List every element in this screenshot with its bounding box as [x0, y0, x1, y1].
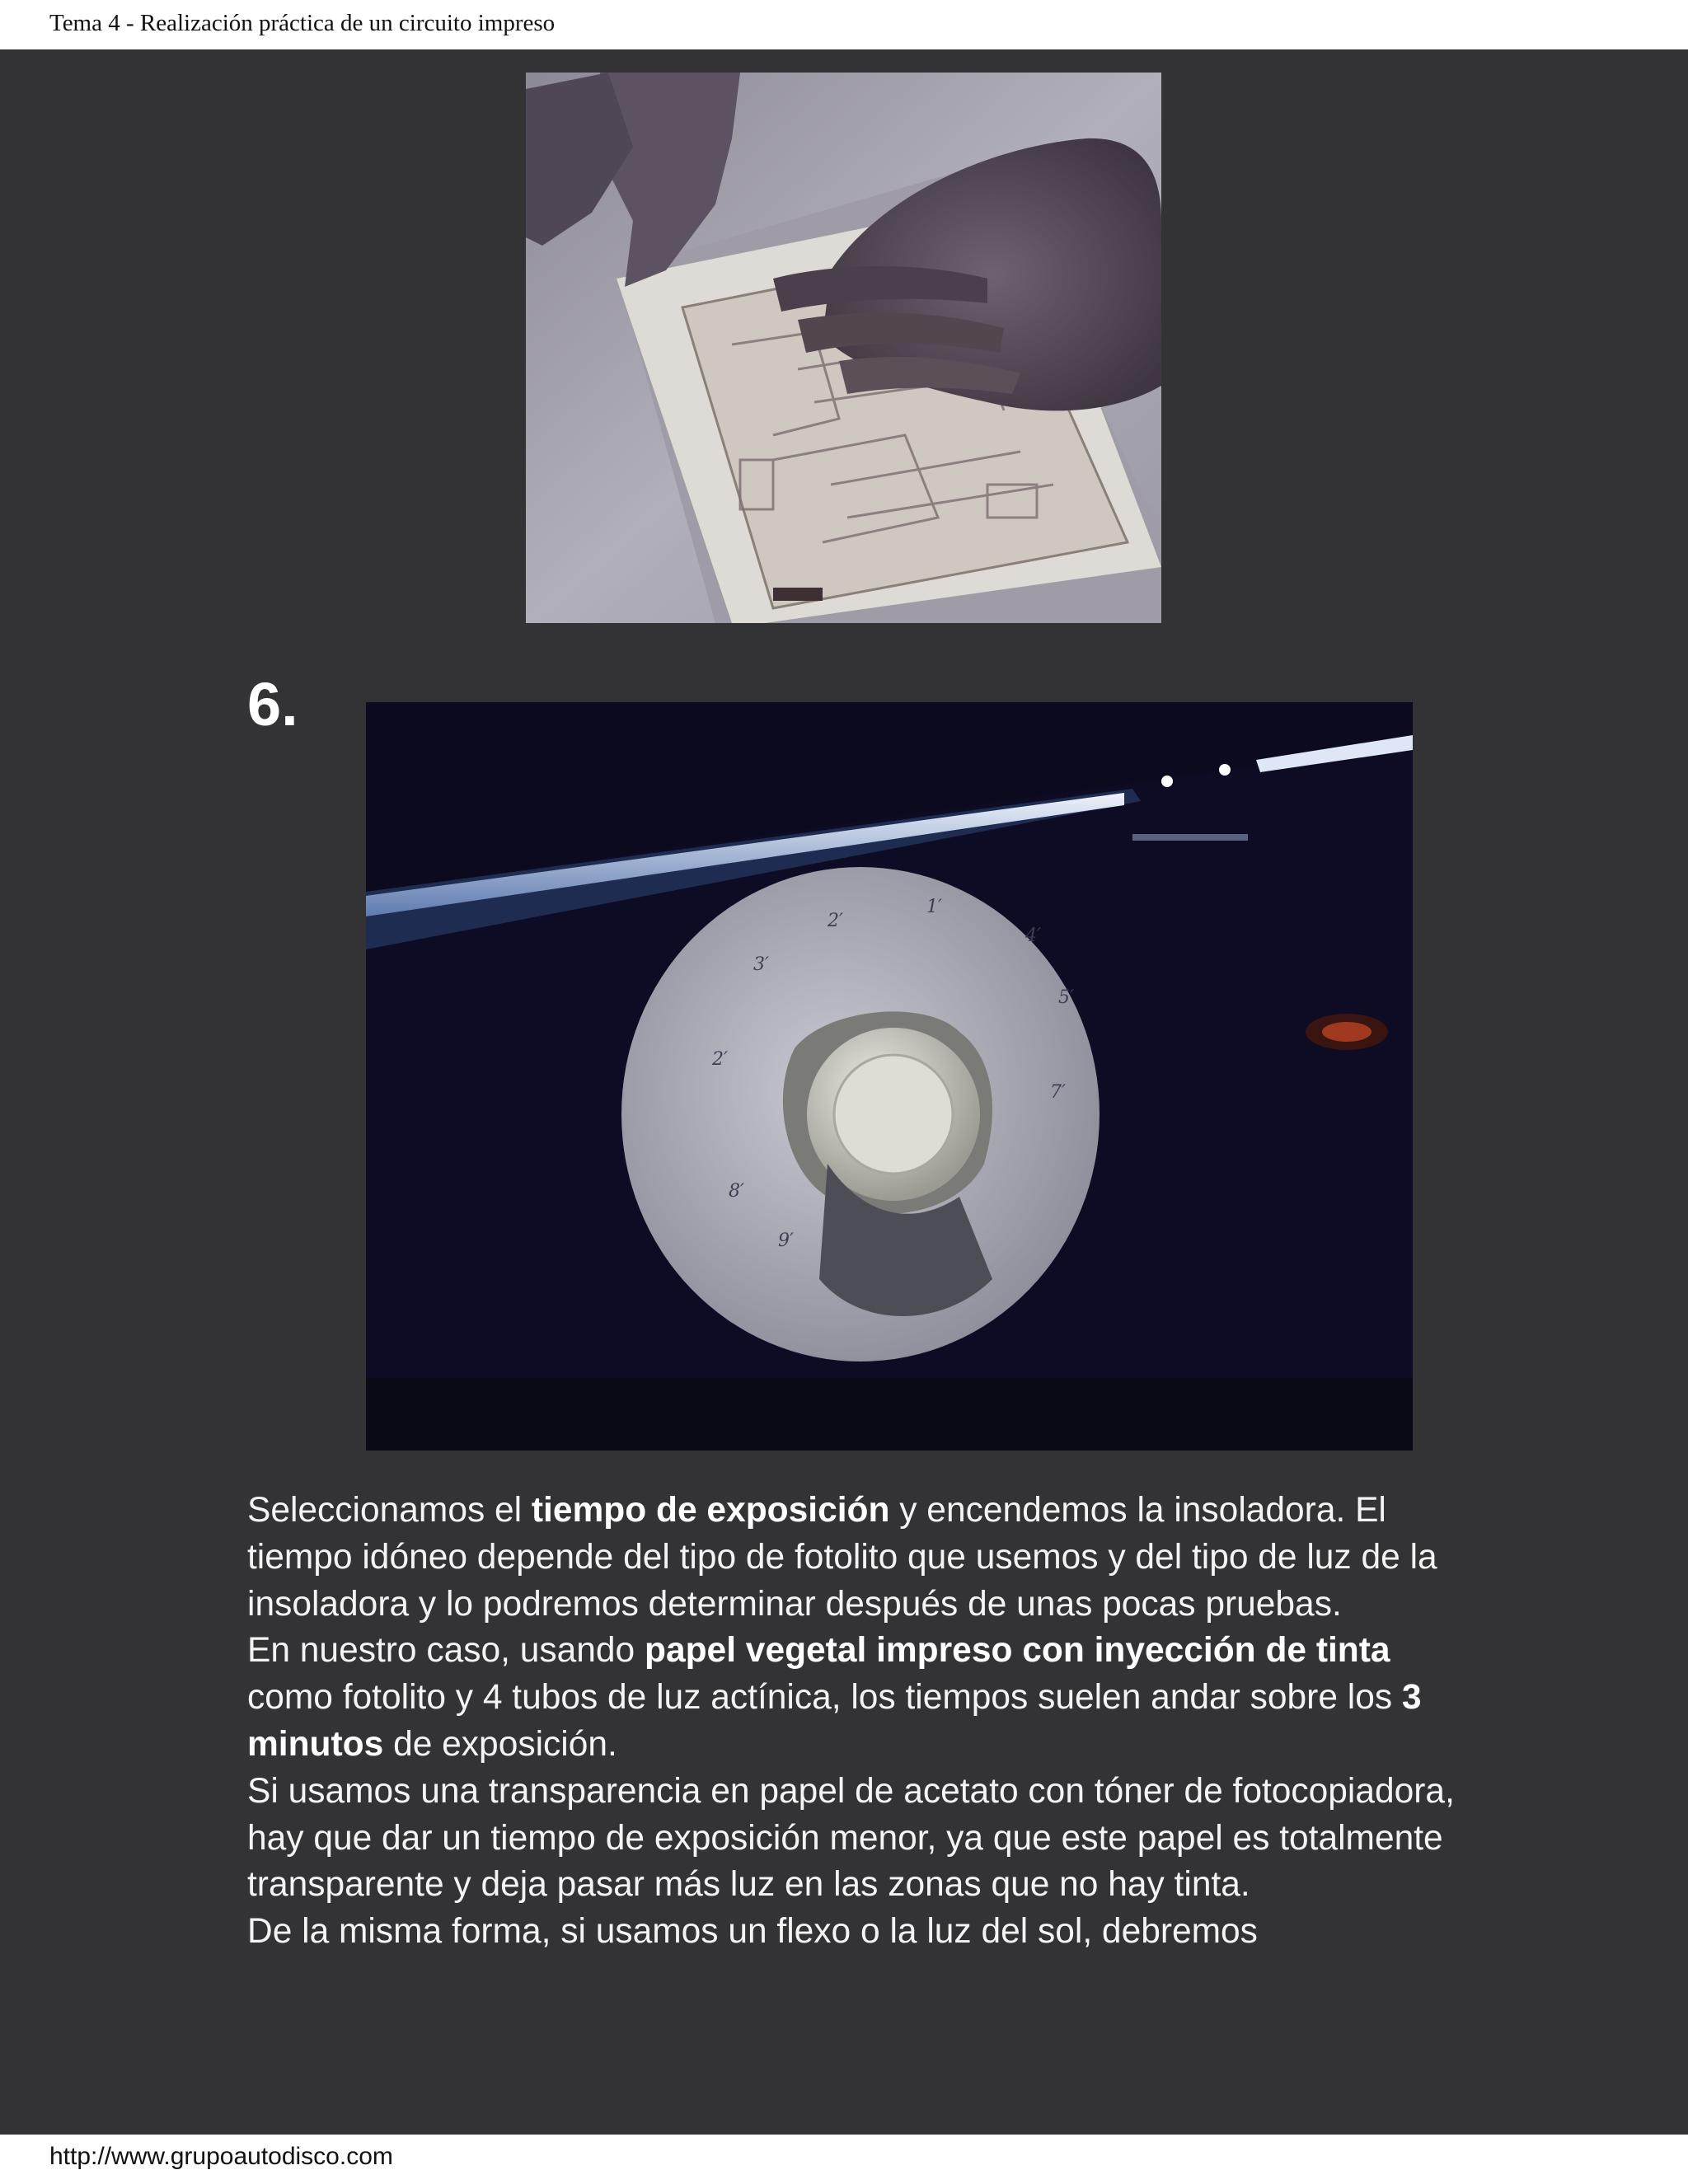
paragraph-flexo-sun: De la misma forma, si usamos un flexo o la luz del sol, debremos — [247, 1912, 1258, 1952]
paragraph-acetate: Si usamos una transparencia en papel de acetato con tóner de fotocopiadora, hay que dar un tiempo de exposición menor, ya que este papel es totalmente transparente y deja pasar más luz en las zonas que no hay tinta. — [247, 1771, 1455, 1905]
step-number: 6. — [247, 670, 298, 738]
photo-hands-placing-transparency — [526, 73, 1161, 623]
svg-text:3′: 3′ — [753, 954, 769, 975]
step-description — [247, 1488, 1467, 1956]
footer-url: http://www.grupoautodisco.com — [49, 2143, 393, 2170]
paragraph-exposure-time: Seleccionamos el tiempo de exposición y encendemos la insoladora. El tiempo idóneo depende del tipo de fotolito que usemos y del tipo de luz de la insoladora y lo podremos determinar después de unas pocas pruebas. — [247, 1491, 1437, 1624]
svg-text:8′: 8′ — [729, 1181, 744, 1202]
svg-text:7′: 7′ — [1050, 1082, 1066, 1103]
page-footer — [0, 2135, 1688, 2184]
svg-text:2′: 2′ — [828, 911, 843, 931]
photo-insoladora-timer-dial — [366, 702, 1413, 1451]
page-header — [0, 0, 1688, 49]
svg-text:9′: 9′ — [778, 1230, 794, 1251]
svg-text:1′: 1′ — [926, 897, 942, 917]
page-content — [0, 49, 1688, 2135]
svg-text:4′: 4′ — [1025, 926, 1041, 946]
svg-text:5′: 5′ — [1058, 987, 1074, 1008]
paragraph-our-case: En nuestro caso, usando papel vegetal impreso con inyección de tinta como fotolito y 4 tubos de luz actínica, los tiempos suelen andar sobre los 3 minutos de exposición. — [247, 1631, 1422, 1764]
document-title: Tema 4 - Realización práctica de un circuito impreso — [49, 10, 556, 36]
svg-text:2′: 2′ — [712, 1049, 728, 1070]
